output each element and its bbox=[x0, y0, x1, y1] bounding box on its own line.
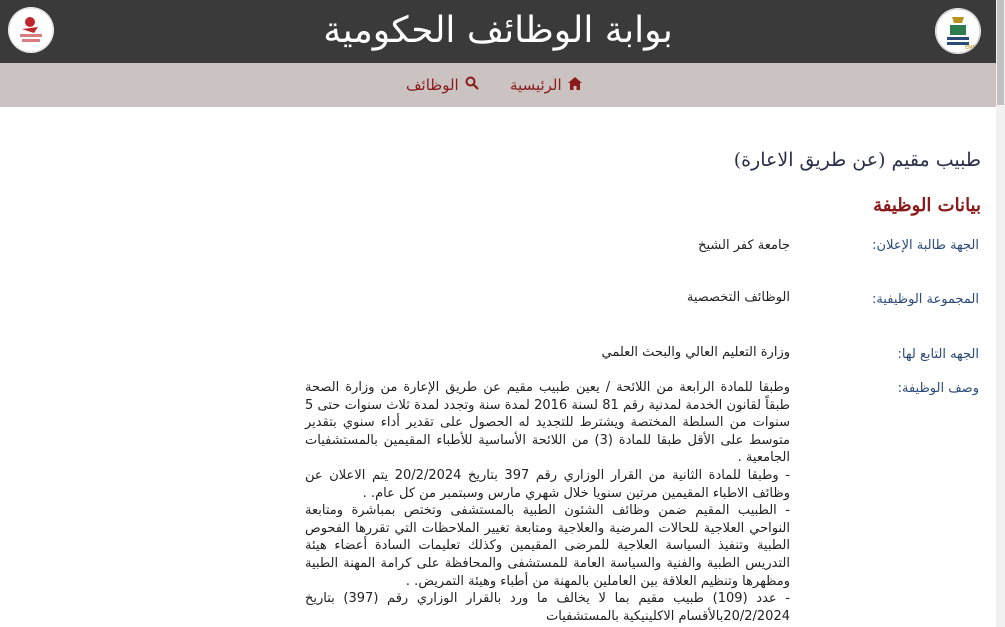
nav-home-label: الرئيسية bbox=[510, 76, 562, 94]
field-label-description: وصف الوظيفة: bbox=[897, 381, 979, 396]
job-details bbox=[0, 107, 996, 627]
section-title: بيانات الوظيفة bbox=[873, 195, 981, 216]
site-header bbox=[0, 0, 996, 63]
field-value-affiliation: وزارة التعليم العالي والبحث العلمي bbox=[601, 345, 790, 360]
home-icon bbox=[568, 65, 582, 105]
site-title: بوابة الوظائف الحكومية bbox=[323, 10, 673, 51]
nav-jobs-label: الوظائف bbox=[406, 76, 459, 94]
scrollbar-thumb[interactable] bbox=[997, 0, 1004, 105]
job-description: وطبقا للمادة الرابعة من اللائحة / يعين طبيب مقيم عن طريق الإعارة من وزارة الصحة طبقاً لقانون الخدمة لمدنية رقم 81 لسنة 2016 لمدة سنة وتجدد لمدة ثلاث سنوات حتى 5 سنوات من السلطة المختصة ويشترط للتجديد له الحصول على تقدير أداء سنوي بتقدير متوسط على الأقل طبقا للمادة (3) من اللائحة الأساسية للأطباء المقيمين بالمستشفيات الجامعية . - وطبقا للمادة الثانية من القرار الوزاري رقم 397 بتاريخ 20/2/2024 يتم الاعلان عن وظائف الاطباء المقيمين مرتين سنويا خلال شهري مارس وسبتمبر من كل عام. . - الطبيب المقيم ضمن وظائف الشئون الطبية بالمستشفى وتختص بمباشرة ومتابعة النواحي العلاجية للحالات المرضية والعلاجية ومتابعة تغيير الملاحظات التي تقررها الفحوص الطبية وتنفيذ السياسة العلاجية للمرضى المقيمين وكذلك تعليمات السادة أعضاء هيئة التدريس الطبية والفنية والسياسة العامة للمستشفى والمحافظة على كرامة المهنة الطبية ومظهرها وتنظيم العلاقة بين العاملين بالمهنة من أطباء وهيئة التمريض. . - عدد (109) طبيب مقيم بما لا يخالف ما ورد بالقرار الوزاري رقم (397) بتاريخ 20/2/2024بالأقسام الاكلينيكية بالمستشفيات bbox=[305, 380, 790, 624]
nav-jobs-link[interactable] bbox=[406, 63, 479, 107]
nav-home-link[interactable] bbox=[510, 63, 582, 107]
job-title: طبيب مقيم (عن طريق الاعارة) bbox=[733, 149, 981, 171]
field-label-affiliation: الجهه التابع لها: bbox=[897, 347, 979, 362]
ministry-emblem bbox=[935, 8, 981, 54]
field-value-employer: جامعة كفر الشيخ bbox=[698, 238, 790, 253]
main-nav bbox=[0, 63, 996, 107]
svg-text:EMP: EMP bbox=[965, 45, 976, 51]
field-value-job-group: الوظائف التخصصية bbox=[686, 290, 790, 305]
field-label-employer: الجهة طالبة الإعلان: bbox=[872, 238, 979, 253]
field-label-job-group: المجموعة الوظيفية: bbox=[872, 292, 979, 307]
search-icon bbox=[465, 65, 479, 105]
